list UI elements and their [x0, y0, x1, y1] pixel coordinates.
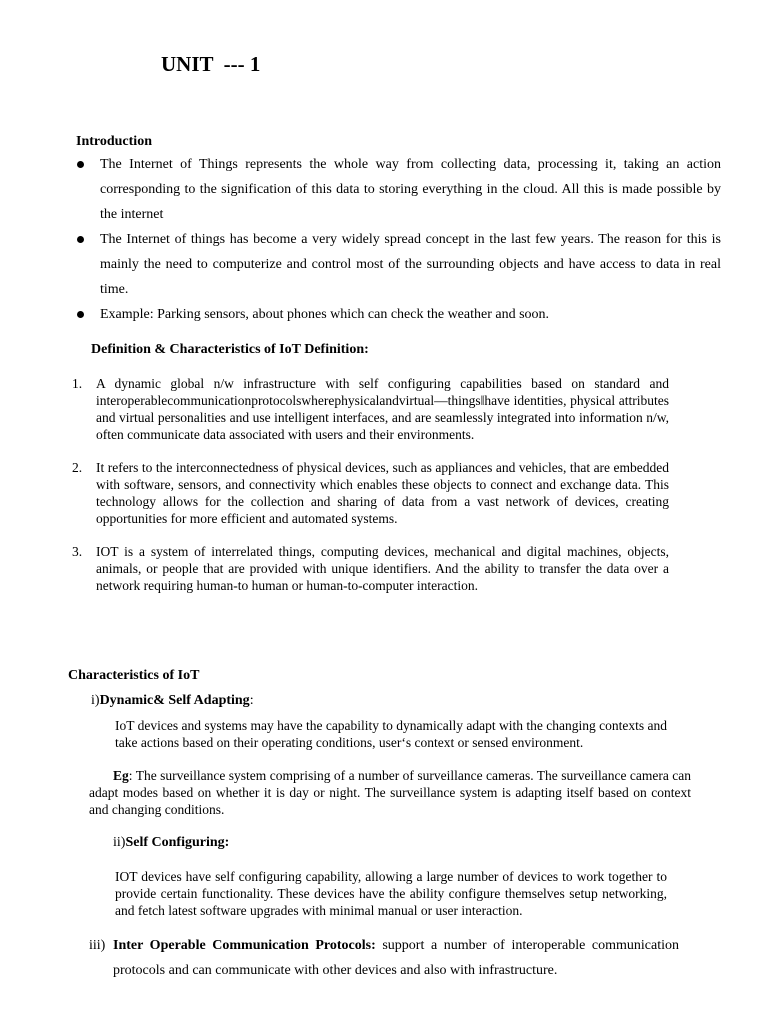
characteristic-3-block — [89, 933, 679, 983]
characteristic-1-heading — [91, 693, 254, 709]
definition-heading: Definition & Characteristics of IoT Definition: — [91, 342, 369, 357]
definition-item — [70, 543, 669, 594]
characteristic-1-text: IoT devices and systems may have the capability to dynamically adapt with the changing contexts and take actions based on their operating conditions, user‘s context or sensed environment. — [115, 718, 667, 750]
characteristic-prefix: ii) — [113, 835, 126, 850]
bullet-item — [76, 227, 721, 302]
characteristic-title: Inter Operable Communication Protocols: — [113, 938, 376, 953]
bullet-text: The Internet of things has become a very widely spread concept in the last few years. The reason for this is mainly the need to computerize and control most of the surrounding objects and have access to data in real time. — [100, 232, 721, 297]
characteristic-2-text: IOT devices have self configuring capability, allowing a large number of devices to work together to provide certain functionality. These devices have the ability configure themselves setup networking, and fetch latest software upgrades with minimal manual or user interaction. — [115, 869, 667, 918]
definition-item — [70, 375, 669, 443]
introduction-bullet-list — [76, 152, 721, 327]
item-number: 3. — [72, 544, 83, 559]
bullet-text: Example: Parking sensors, about phones which can check the weather and soon. — [100, 307, 550, 322]
definition-list — [70, 375, 669, 610]
characteristic-title: Dynamic& Self Adapting — [99, 693, 250, 708]
characteristics-heading: Characteristics of IoT — [68, 668, 200, 683]
bullet-icon — [77, 236, 84, 243]
item-number: 1. — [72, 376, 83, 391]
bullet-text: The Internet of Things represents the whole way from collecting data, processing it, taking an action corresponding to the signification of this data to storing everything in the cloud. All this is made possible by the internet — [100, 157, 721, 222]
item-text: A dynamic global n/w infrastructure with self configuring capabilities based on standard and interoperablecommunicationprotocolswherephysicalandvirtual—things‖have identities, physical attributes and virtual personalities and use intelligent interfaces, and are seamlessly integrated into information n/w, often communicate data associated with users and their environments. — [96, 376, 669, 442]
characteristic-3-text-block — [113, 933, 679, 983]
definition-item — [70, 459, 669, 527]
characteristic-3-text: support a number of interoperable communication protocols and can communicate with other devices and also with infrastructure. — [113, 938, 679, 978]
characteristic-suffix: : — [249, 693, 254, 708]
bullet-icon — [77, 161, 84, 168]
bullet-item — [76, 302, 721, 327]
page-title: UNIT --- 1 — [161, 52, 261, 76]
bullet-item — [76, 152, 721, 227]
characteristic-prefix: i) — [91, 693, 100, 708]
characteristic-2-heading — [113, 835, 229, 851]
example-text: : The surveillance system comprising of a number of surveillance cameras. The surveillance camera can adapt modes based on whether it is day or night. The surveillance system is adapting itself based on context and changing conditions. — [89, 768, 691, 817]
item-text: IOT is a system of interrelated things, computing devices, mechanical and digital machines, objects, animals, or people that are provided with unique identifiers. And the ability to transfer the data over a network requiring human-to human or human-to-computer interaction. — [96, 544, 669, 593]
characteristic-title: Self Configuring: — [125, 835, 230, 850]
example-label: Eg — [113, 768, 129, 783]
bullet-icon — [77, 311, 84, 318]
item-text: It refers to the interconnectedness of physical devices, such as appliances and vehicles, that are embedded with software, sensors, and connectivity which enables these objects to connect and exchange data. This technology allows for the collection and sharing of data from a vast network of devices, creating opportunities for more efficient and automated systems. — [96, 460, 669, 526]
introduction-heading: Introduction — [76, 134, 152, 149]
characteristic-prefix: iii) — [89, 938, 106, 953]
example-paragraph — [89, 767, 691, 818]
item-number: 2. — [72, 460, 83, 475]
